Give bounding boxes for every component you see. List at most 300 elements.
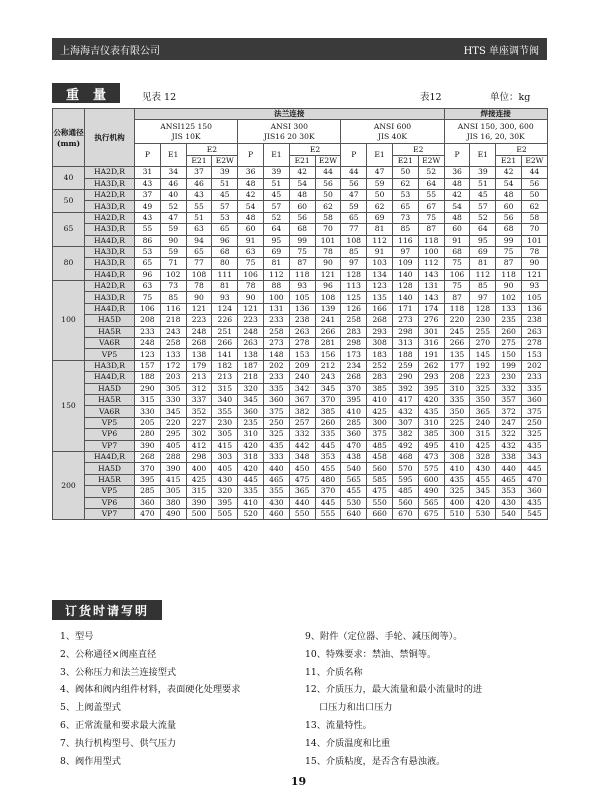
weight-cell: 78 bbox=[315, 246, 341, 257]
weight-cell: 188 bbox=[392, 349, 418, 360]
actuator-cell: HA4D,R bbox=[85, 372, 135, 383]
header-col: E21 bbox=[392, 155, 418, 166]
order-item: 1、型号 bbox=[60, 631, 94, 642]
order-list-right bbox=[305, 628, 482, 770]
weight-cell: 48 bbox=[238, 212, 264, 223]
weight-cell: 100 bbox=[263, 292, 289, 303]
weight-cell: 595 bbox=[392, 474, 418, 485]
section-title-weight: 重量 bbox=[52, 83, 120, 103]
weight-cell: 445 bbox=[238, 474, 264, 485]
weight-cell: 77 bbox=[186, 258, 212, 269]
weight-cell: 360 bbox=[341, 429, 367, 440]
weight-cell: 75 bbox=[496, 246, 522, 257]
weight-cell: 57 bbox=[212, 201, 238, 212]
header-col: E2 bbox=[186, 144, 238, 155]
weight-cell: 230 bbox=[212, 417, 238, 428]
weight-cell: 93 bbox=[212, 292, 238, 303]
weight-cell: 335 bbox=[444, 394, 470, 405]
weight-cell: 315 bbox=[186, 486, 212, 497]
weight-cell: 51 bbox=[212, 178, 238, 189]
weight-cell: 490 bbox=[418, 486, 444, 497]
weight-cell: 248 bbox=[186, 326, 212, 337]
weight-cell: 238 bbox=[289, 315, 315, 326]
weight-cell: 505 bbox=[212, 508, 238, 519]
weight-cell: 42 bbox=[496, 167, 522, 178]
weight-cell: 252 bbox=[367, 360, 393, 371]
weight-cell: 259 bbox=[392, 360, 418, 371]
weight-cell: 139 bbox=[315, 303, 341, 314]
weight-cell: 290 bbox=[392, 372, 418, 383]
weight-cell: 385 bbox=[367, 383, 393, 394]
weight-cell: 248 bbox=[135, 338, 161, 349]
weight-cell: 93 bbox=[289, 281, 315, 292]
table-row bbox=[53, 315, 548, 326]
weight-cell: 153 bbox=[522, 349, 548, 360]
weight-cell: 48 bbox=[238, 178, 264, 189]
header-standard: ANSI 300 JIS16 20 30K bbox=[238, 120, 341, 144]
weight-cell: 307 bbox=[392, 417, 418, 428]
weight-cell: 330 bbox=[135, 406, 161, 417]
weight-cell: 250 bbox=[263, 417, 289, 428]
weight-cell: 81 bbox=[470, 258, 496, 269]
weight-cell: 55 bbox=[418, 189, 444, 200]
table-row bbox=[53, 269, 548, 280]
weight-cell: 205 bbox=[135, 417, 161, 428]
weight-cell: 109 bbox=[392, 258, 418, 269]
weight-cell: 223 bbox=[470, 372, 496, 383]
weight-cell: 136 bbox=[522, 303, 548, 314]
weight-cell: 372 bbox=[496, 406, 522, 417]
weight-cell: 412 bbox=[186, 440, 212, 451]
weight-cell: 305 bbox=[160, 486, 186, 497]
weight-cell: 560 bbox=[392, 497, 418, 508]
weight-cell: 112 bbox=[263, 269, 289, 280]
weight-cell: 335 bbox=[315, 429, 341, 440]
weight-cell: 51 bbox=[263, 178, 289, 189]
weight-cell: 65 bbox=[186, 246, 212, 257]
weight-cell: 442 bbox=[289, 440, 315, 451]
weight-cell: 46 bbox=[160, 178, 186, 189]
header-col: E2W bbox=[418, 155, 444, 166]
weight-cell: 47 bbox=[367, 167, 393, 178]
table-row bbox=[53, 224, 548, 235]
weight-cell: 280 bbox=[135, 429, 161, 440]
weight-cell: 57 bbox=[263, 201, 289, 212]
weight-cell: 42 bbox=[444, 189, 470, 200]
weight-cell: 310 bbox=[444, 383, 470, 394]
weight-cell: 131 bbox=[418, 281, 444, 292]
weight-table bbox=[52, 108, 548, 520]
weight-cell: 45 bbox=[470, 189, 496, 200]
weight-cell: 52 bbox=[470, 212, 496, 223]
header-col: E1 bbox=[367, 144, 393, 167]
weight-cell: 100 bbox=[418, 246, 444, 257]
weight-cell: 90 bbox=[522, 258, 548, 269]
weight-cell: 128 bbox=[470, 303, 496, 314]
weight-cell: 50 bbox=[392, 167, 418, 178]
see-table-note: 见表 12 bbox=[142, 92, 177, 103]
weight-cell: 121 bbox=[522, 269, 548, 280]
weight-cell: 258 bbox=[341, 315, 367, 326]
weight-cell: 585 bbox=[367, 474, 393, 485]
weight-cell: 90 bbox=[315, 258, 341, 269]
weight-cell: 438 bbox=[341, 451, 367, 462]
weight-cell: 97 bbox=[392, 246, 418, 257]
weight-cell: 138 bbox=[186, 349, 212, 360]
weight-cell: 55 bbox=[186, 201, 212, 212]
weight-cell: 390 bbox=[160, 463, 186, 474]
weight-cell: 223 bbox=[186, 315, 212, 326]
weight-cell: 455 bbox=[470, 474, 496, 485]
weight-cell: 600 bbox=[418, 474, 444, 485]
weight-cell: 56 bbox=[315, 178, 341, 189]
weight-cell: 75 bbox=[135, 292, 161, 303]
weight-cell: 245 bbox=[444, 326, 470, 337]
weight-cell: 67 bbox=[418, 201, 444, 212]
weight-cell: 53 bbox=[212, 212, 238, 223]
weight-cell: 112 bbox=[418, 258, 444, 269]
weight-cell: 250 bbox=[522, 417, 548, 428]
weight-cell: 108 bbox=[315, 292, 341, 303]
weight-cell: 308 bbox=[444, 451, 470, 462]
weight-cell: 106 bbox=[135, 303, 161, 314]
weight-cell: 65 bbox=[135, 258, 161, 269]
table-row bbox=[53, 338, 548, 349]
order-item: 6、正常流量和要求最大流量 bbox=[60, 719, 177, 731]
weight-cell: 435 bbox=[522, 497, 548, 508]
weight-cell: 360 bbox=[263, 394, 289, 405]
weight-cell: 540 bbox=[496, 508, 522, 519]
weight-cell: 108 bbox=[186, 269, 212, 280]
weight-cell: 302 bbox=[186, 429, 212, 440]
weight-cell: 179 bbox=[186, 360, 212, 371]
weight-cell: 39 bbox=[212, 167, 238, 178]
table-row bbox=[53, 474, 548, 485]
actuator-cell: HA2D,R bbox=[85, 212, 135, 223]
weight-cell: 48 bbox=[496, 189, 522, 200]
weight-cell: 77 bbox=[341, 224, 367, 235]
weight-cell: 276 bbox=[418, 315, 444, 326]
weight-cell: 268 bbox=[341, 372, 367, 383]
weight-cell: 116 bbox=[392, 235, 418, 246]
weight-cell: 55 bbox=[135, 224, 161, 235]
weight-cell: 96 bbox=[212, 235, 238, 246]
weight-cell: 99 bbox=[289, 235, 315, 246]
weight-cell: 202 bbox=[522, 360, 548, 371]
weight-cell: 640 bbox=[341, 508, 367, 519]
table-row bbox=[53, 440, 548, 451]
weight-cell: 85 bbox=[160, 292, 186, 303]
weight-cell: 118 bbox=[496, 269, 522, 280]
weight-cell: 121 bbox=[238, 303, 264, 314]
table-row bbox=[53, 463, 548, 474]
table-row bbox=[53, 497, 548, 508]
table-row bbox=[53, 372, 548, 383]
page-header bbox=[52, 38, 547, 60]
weight-cell: 300 bbox=[444, 429, 470, 440]
weight-cell: 410 bbox=[444, 463, 470, 474]
table-row bbox=[53, 235, 548, 246]
weight-cell: 103 bbox=[367, 258, 393, 269]
weight-cell: 64 bbox=[418, 178, 444, 189]
header-col: P bbox=[135, 144, 161, 167]
table-number: 表12 bbox=[420, 92, 442, 103]
weight-cell: 112 bbox=[367, 235, 393, 246]
header-col: E2 bbox=[496, 144, 548, 155]
weight-cell: 355 bbox=[212, 406, 238, 417]
weight-cell: 150 bbox=[496, 349, 522, 360]
weight-cell: 343 bbox=[522, 451, 548, 462]
weight-cell: 440 bbox=[263, 463, 289, 474]
weight-cell: 295 bbox=[160, 429, 186, 440]
weight-cell: 62 bbox=[315, 201, 341, 212]
weight-cell: 230 bbox=[496, 372, 522, 383]
order-section-title: 订货时请写明 bbox=[52, 600, 162, 620]
weight-cell: 53 bbox=[392, 189, 418, 200]
weight-cell: 54 bbox=[289, 178, 315, 189]
weight-cell: 458 bbox=[367, 451, 393, 462]
weight-cell: 134 bbox=[367, 269, 393, 280]
weight-cell: 485 bbox=[367, 440, 393, 451]
weight-cell: 90 bbox=[186, 292, 212, 303]
weight-cell: 52 bbox=[263, 212, 289, 223]
weight-cell: 57 bbox=[470, 201, 496, 212]
weight-cell: 520 bbox=[238, 508, 264, 519]
weight-cell: 298 bbox=[392, 326, 418, 337]
weight-cell: 565 bbox=[418, 497, 444, 508]
weight-cell: 213 bbox=[186, 372, 212, 383]
weight-cell: 420 bbox=[238, 463, 264, 474]
weight-cell: 370 bbox=[341, 383, 367, 394]
weight-cell: 410 bbox=[367, 394, 393, 405]
header-col: E2W bbox=[315, 155, 341, 166]
weight-cell: 58 bbox=[522, 212, 548, 223]
weight-cell: 69 bbox=[367, 212, 393, 223]
weight-cell: 105 bbox=[522, 292, 548, 303]
weight-cell: 60 bbox=[496, 201, 522, 212]
weight-cell: 70 bbox=[315, 224, 341, 235]
weight-cell: 235 bbox=[496, 315, 522, 326]
product-name: HTS 单座调节阀 bbox=[463, 45, 539, 57]
table-row bbox=[53, 189, 548, 200]
weight-cell: 370 bbox=[135, 463, 161, 474]
weight-cell: 212 bbox=[315, 360, 341, 371]
weight-cell: 56 bbox=[522, 178, 548, 189]
weight-cell: 330 bbox=[160, 394, 186, 405]
weight-cell: 136 bbox=[289, 303, 315, 314]
weight-cell: 430 bbox=[496, 497, 522, 508]
dn-cell: 80 bbox=[53, 246, 85, 280]
table-row bbox=[53, 383, 548, 394]
weight-cell: 440 bbox=[289, 497, 315, 508]
actuator-cell: HA5R bbox=[85, 326, 135, 337]
weight-cell: 140 bbox=[392, 269, 418, 280]
weight-cell: 530 bbox=[470, 508, 496, 519]
weight-cell: 118 bbox=[418, 235, 444, 246]
weight-cell: 298 bbox=[341, 338, 367, 349]
weight-cell: 69 bbox=[470, 246, 496, 257]
weight-cell: 96 bbox=[315, 281, 341, 292]
weight-cell: 90 bbox=[496, 281, 522, 292]
order-item: 7、执行机构型号、供气压力 bbox=[60, 737, 177, 749]
order-item: 4、阀体和阀内组件材料，表面硬化处理要求 bbox=[60, 684, 241, 696]
weight-cell: 670 bbox=[392, 508, 418, 519]
weight-cell: 395 bbox=[135, 474, 161, 485]
header-dn: 公称通径(mm) bbox=[53, 109, 85, 167]
table-row bbox=[53, 281, 548, 292]
weight-cell: 43 bbox=[135, 178, 161, 189]
weight-cell: 191 bbox=[418, 349, 444, 360]
weight-cell: 258 bbox=[263, 326, 289, 337]
weight-cell: 268 bbox=[135, 451, 161, 462]
weight-cell: 266 bbox=[212, 338, 238, 349]
weight-cell: 121 bbox=[315, 269, 341, 280]
weight-cell: 121 bbox=[186, 303, 212, 314]
actuator-cell: VP6 bbox=[85, 429, 135, 440]
weight-cell: 263 bbox=[289, 326, 315, 337]
weight-cell: 233 bbox=[263, 315, 289, 326]
weight-cell: 430 bbox=[263, 497, 289, 508]
weight-cell: 308 bbox=[367, 338, 393, 349]
weight-cell: 328 bbox=[470, 451, 496, 462]
actuator-cell: HA5R bbox=[85, 474, 135, 485]
table-row bbox=[53, 451, 548, 462]
weight-cell: 445 bbox=[315, 497, 341, 508]
weight-cell: 65 bbox=[341, 212, 367, 223]
weight-cell: 39 bbox=[263, 167, 289, 178]
weight-cell: 410 bbox=[238, 497, 264, 508]
weight-cell: 95 bbox=[263, 235, 289, 246]
table-row bbox=[53, 246, 548, 257]
weight-cell: 135 bbox=[367, 292, 393, 303]
weight-cell: 69 bbox=[263, 246, 289, 257]
weight-cell: 171 bbox=[392, 303, 418, 314]
weight-cell: 420 bbox=[470, 497, 496, 508]
order-item: 9、附件（定位器、手轮、减压阀等）。 bbox=[305, 631, 463, 642]
weight-cell: 220 bbox=[444, 315, 470, 326]
weight-cell: 360 bbox=[522, 486, 548, 497]
weight-cell: 63 bbox=[238, 246, 264, 257]
weight-cell: 455 bbox=[315, 463, 341, 474]
weight-cell: 166 bbox=[367, 303, 393, 314]
weight-cell: 145 bbox=[470, 349, 496, 360]
weight-cell: 333 bbox=[263, 451, 289, 462]
weight-cell: 510 bbox=[444, 508, 470, 519]
unit-label: 单位：kg bbox=[490, 92, 531, 103]
weight-cell: 465 bbox=[263, 474, 289, 485]
weight-cell: 301 bbox=[418, 326, 444, 337]
weight-cell: 465 bbox=[496, 474, 522, 485]
table-row bbox=[53, 349, 548, 360]
table-row bbox=[53, 258, 548, 269]
header-flange: 法兰连接 bbox=[135, 109, 445, 120]
weight-cell: 87 bbox=[418, 224, 444, 235]
weight-cell: 53 bbox=[135, 246, 161, 257]
weight-cell: 36 bbox=[238, 167, 264, 178]
weight-cell: 315 bbox=[212, 383, 238, 394]
weight-cell: 97 bbox=[470, 292, 496, 303]
weight-cell: 133 bbox=[496, 303, 522, 314]
order-item: 11、介质名称 bbox=[305, 666, 363, 678]
weight-cell: 192 bbox=[470, 360, 496, 371]
weight-cell: 50 bbox=[315, 189, 341, 200]
weight-cell: 455 bbox=[341, 486, 367, 497]
weight-cell: 255 bbox=[470, 326, 496, 337]
actuator-cell: VP5 bbox=[85, 486, 135, 497]
weight-cell: 305 bbox=[212, 429, 238, 440]
actuator-cell: HA2D,R bbox=[85, 189, 135, 200]
weight-cell: 209 bbox=[289, 360, 315, 371]
table-row bbox=[53, 360, 548, 371]
weight-cell: 37 bbox=[186, 167, 212, 178]
actuator-cell: VP6 bbox=[85, 497, 135, 508]
weight-cell: 560 bbox=[367, 463, 393, 474]
weight-cell: 335 bbox=[522, 383, 548, 394]
weight-cell: 420 bbox=[418, 394, 444, 405]
weight-cell: 85 bbox=[392, 224, 418, 235]
order-item: 8、阀作用型式 bbox=[60, 755, 121, 767]
weight-cell: 59 bbox=[160, 246, 186, 257]
weight-cell: 65 bbox=[392, 201, 418, 212]
weight-cell: 140 bbox=[392, 292, 418, 303]
header-col: E1 bbox=[160, 144, 186, 167]
order-item: 15、介质粘度，是否含有悬浊液。 bbox=[305, 755, 446, 767]
dn-cell: 100 bbox=[53, 281, 85, 361]
table-row bbox=[53, 508, 548, 519]
weight-cell: 410 bbox=[341, 406, 367, 417]
weight-cell: 247 bbox=[496, 417, 522, 428]
actuator-cell: HA3D,R bbox=[85, 224, 135, 235]
weight-cell: 342 bbox=[289, 383, 315, 394]
weight-cell: 68 bbox=[496, 224, 522, 235]
weight-cell: 59 bbox=[341, 201, 367, 212]
weight-cell: 50 bbox=[367, 189, 393, 200]
weight-cell: 203 bbox=[160, 372, 186, 383]
weight-cell: 400 bbox=[444, 497, 470, 508]
order-item: 口压力和出口压力 bbox=[319, 702, 393, 714]
weight-cell: 300 bbox=[367, 417, 393, 428]
weight-cell: 202 bbox=[263, 360, 289, 371]
weight-cell: 392 bbox=[392, 383, 418, 394]
actuator-cell: VP7 bbox=[85, 508, 135, 519]
actuator-cell: HA3D,R bbox=[85, 360, 135, 371]
order-item: 13、流量特性。 bbox=[305, 719, 372, 731]
header-col: E2 bbox=[392, 144, 444, 155]
weight-cell: 485 bbox=[392, 486, 418, 497]
weight-cell: 143 bbox=[418, 269, 444, 280]
table-row bbox=[53, 394, 548, 405]
weight-cell: 56 bbox=[341, 178, 367, 189]
actuator-cell: HA4D,R bbox=[85, 303, 135, 314]
weight-cell: 310 bbox=[418, 417, 444, 428]
weight-cell: 492 bbox=[392, 440, 418, 451]
weight-cell: 293 bbox=[418, 372, 444, 383]
weight-cell: 490 bbox=[160, 508, 186, 519]
weight-cell: 357 bbox=[496, 394, 522, 405]
dn-cell: 65 bbox=[53, 212, 85, 246]
header-standard: ANSI 150, 300, 600 JIS 16, 20, 30K bbox=[444, 120, 547, 144]
weight-cell: 48 bbox=[444, 212, 470, 223]
actuator-cell: VP7 bbox=[85, 440, 135, 451]
weight-cell: 470 bbox=[522, 474, 548, 485]
weight-cell: 86 bbox=[135, 235, 161, 246]
weight-cell: 75 bbox=[418, 212, 444, 223]
weight-cell: 125 bbox=[341, 292, 367, 303]
table-row bbox=[53, 167, 548, 178]
weight-cell: 87 bbox=[496, 258, 522, 269]
weight-cell: 226 bbox=[212, 315, 238, 326]
actuator-cell: HA4D,R bbox=[85, 451, 135, 462]
